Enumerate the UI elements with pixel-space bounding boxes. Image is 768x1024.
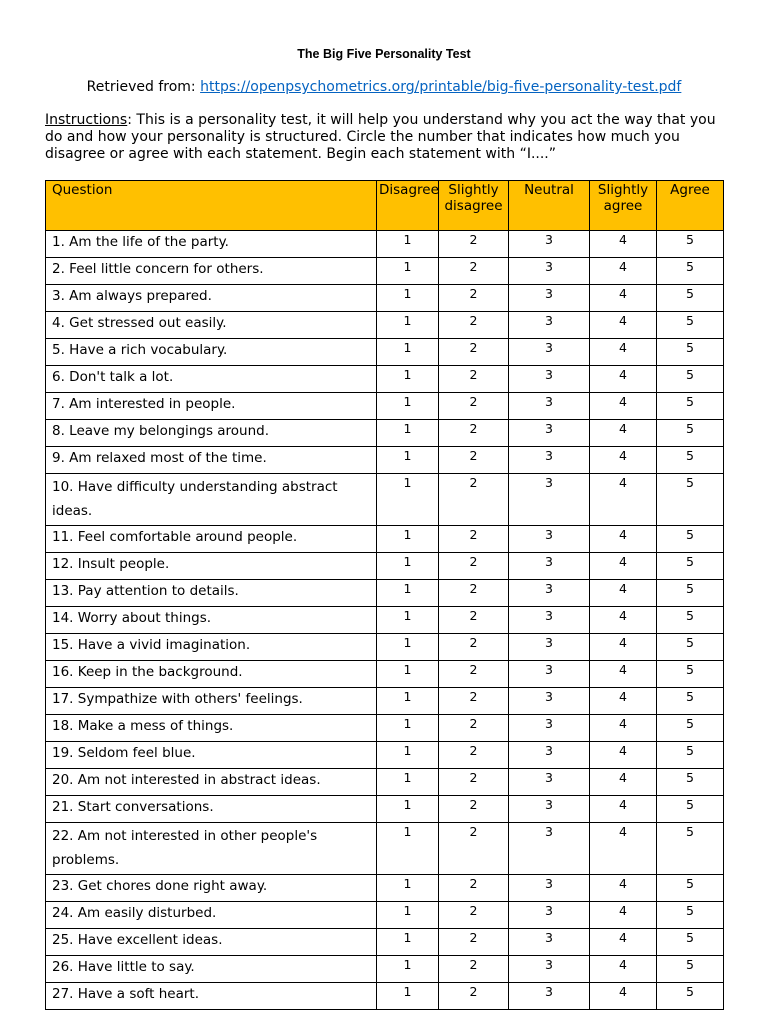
table-row <box>46 526 724 553</box>
rating-disagree-cell[interactable]: 1 <box>377 285 439 312</box>
table-row <box>46 312 724 339</box>
rating-agree-cell[interactable]: 5 <box>657 231 724 258</box>
rating-neutral-cell[interactable]: 3 <box>509 983 590 1010</box>
rating-disagree-cell[interactable]: 1 <box>377 258 439 285</box>
table-row <box>46 661 724 688</box>
rating-slightly-disagree-cell[interactable]: 2 <box>439 769 509 796</box>
table-row <box>46 258 724 285</box>
instructions-text: : This is a personality test, it will help you understand why you act the way that you do and how your personality is structured. Circle the number that indicates how much you disagree or agree with each statement. Begin each statement with “I....” <box>45 112 716 162</box>
rating-disagree-cell[interactable]: 1 <box>377 929 439 956</box>
personality-survey-table <box>45 180 724 1010</box>
header-neutral: Neutral <box>509 181 590 231</box>
rating-slightly-disagree-cell[interactable]: 2 <box>439 983 509 1010</box>
table-row <box>46 823 724 875</box>
rating-neutral-cell[interactable]: 3 <box>509 526 590 553</box>
rating-agree-cell[interactable]: 5 <box>657 580 724 607</box>
rating-slightly-agree-cell[interactable]: 4 <box>590 929 657 956</box>
table-row <box>46 715 724 742</box>
rating-slightly-agree-cell[interactable]: 4 <box>590 312 657 339</box>
rating-slightly-disagree-cell[interactable]: 2 <box>439 715 509 742</box>
rating-disagree-cell[interactable]: 1 <box>377 983 439 1010</box>
rating-slightly-agree-cell[interactable]: 4 <box>590 553 657 580</box>
rating-neutral-cell[interactable]: 3 <box>509 420 590 447</box>
rating-agree-cell[interactable]: 5 <box>657 393 724 420</box>
question-cell: 1. Am the life of the party. <box>46 231 377 258</box>
rating-slightly-disagree-cell[interactable]: 2 <box>439 312 509 339</box>
rating-disagree-cell[interactable]: 1 <box>377 231 439 258</box>
rating-slightly-disagree-cell[interactable]: 2 <box>439 956 509 983</box>
rating-agree-cell[interactable]: 5 <box>657 366 724 393</box>
question-cell: 16. Keep in the background. <box>46 661 377 688</box>
rating-slightly-disagree-cell[interactable]: 2 <box>439 580 509 607</box>
question-cell: 10. Have difficulty understanding abstract ideas. <box>46 474 377 526</box>
question-cell: 27. Have a soft heart. <box>46 983 377 1010</box>
question-cell: 9. Am relaxed most of the time. <box>46 447 377 474</box>
rating-disagree-cell[interactable]: 1 <box>377 474 439 526</box>
table-row <box>46 902 724 929</box>
table-row <box>46 983 724 1010</box>
question-cell: 14. Worry about things. <box>46 607 377 634</box>
rating-neutral-cell[interactable]: 3 <box>509 312 590 339</box>
header-agree: Agree <box>657 181 724 231</box>
rating-neutral-cell[interactable]: 3 <box>509 339 590 366</box>
rating-neutral-cell[interactable]: 3 <box>509 688 590 715</box>
rating-disagree-cell[interactable]: 1 <box>377 312 439 339</box>
rating-agree-cell[interactable]: 5 <box>657 769 724 796</box>
rating-neutral-cell[interactable]: 3 <box>509 366 590 393</box>
rating-disagree-cell[interactable]: 1 <box>377 956 439 983</box>
rating-slightly-disagree-cell[interactable]: 2 <box>439 823 509 875</box>
rating-disagree-cell[interactable]: 1 <box>377 526 439 553</box>
rating-agree-cell[interactable]: 5 <box>657 875 724 902</box>
rating-slightly-agree-cell[interactable]: 4 <box>590 688 657 715</box>
rating-neutral-cell[interactable]: 3 <box>509 474 590 526</box>
rating-slightly-agree-cell[interactable]: 4 <box>590 447 657 474</box>
rating-agree-cell[interactable]: 5 <box>657 339 724 366</box>
instructions-paragraph <box>45 112 735 163</box>
rating-slightly-disagree-cell[interactable]: 2 <box>439 902 509 929</box>
rating-slightly-agree-cell[interactable]: 4 <box>590 607 657 634</box>
rating-neutral-cell[interactable]: 3 <box>509 393 590 420</box>
rating-slightly-agree-cell[interactable]: 4 <box>590 634 657 661</box>
rating-slightly-disagree-cell[interactable]: 2 <box>439 526 509 553</box>
rating-disagree-cell[interactable]: 1 <box>377 688 439 715</box>
rating-slightly-disagree-cell[interactable]: 2 <box>439 393 509 420</box>
question-cell: 7. Am interested in people. <box>46 393 377 420</box>
rating-slightly-disagree-cell[interactable]: 2 <box>439 929 509 956</box>
question-cell: 3. Am always prepared. <box>46 285 377 312</box>
header-slightly-disagree: Slightly disagree <box>439 181 509 231</box>
table-row <box>46 339 724 366</box>
table-row <box>46 580 724 607</box>
rating-slightly-agree-cell[interactable]: 4 <box>590 339 657 366</box>
rating-neutral-cell[interactable]: 3 <box>509 231 590 258</box>
table-row <box>46 474 724 526</box>
rating-disagree-cell[interactable]: 1 <box>377 580 439 607</box>
question-cell: 24. Am easily disturbed. <box>46 902 377 929</box>
rating-agree-cell[interactable]: 5 <box>657 312 724 339</box>
rating-slightly-agree-cell[interactable]: 4 <box>590 823 657 875</box>
rating-agree-cell[interactable]: 5 <box>657 553 724 580</box>
question-cell: 19. Seldom feel blue. <box>46 742 377 769</box>
rating-slightly-agree-cell[interactable]: 4 <box>590 474 657 526</box>
rating-slightly-agree-cell[interactable]: 4 <box>590 258 657 285</box>
rating-slightly-agree-cell[interactable]: 4 <box>590 393 657 420</box>
table-row <box>46 956 724 983</box>
rating-agree-cell[interactable]: 5 <box>657 742 724 769</box>
table-row <box>46 393 724 420</box>
retrieved-label: Retrieved from: <box>86 79 201 95</box>
question-cell: 15. Have a vivid imagination. <box>46 634 377 661</box>
rating-disagree-cell[interactable]: 1 <box>377 823 439 875</box>
rating-agree-cell[interactable]: 5 <box>657 474 724 526</box>
rating-disagree-cell[interactable]: 1 <box>377 553 439 580</box>
rating-agree-cell[interactable]: 5 <box>657 796 724 823</box>
rating-agree-cell[interactable]: 5 <box>657 607 724 634</box>
rating-neutral-cell[interactable]: 3 <box>509 258 590 285</box>
rating-slightly-disagree-cell[interactable]: 2 <box>439 420 509 447</box>
header-question: Question <box>46 181 377 231</box>
rating-slightly-disagree-cell[interactable]: 2 <box>439 447 509 474</box>
rating-slightly-disagree-cell[interactable]: 2 <box>439 553 509 580</box>
table-row <box>46 607 724 634</box>
table-row <box>46 929 724 956</box>
rating-slightly-disagree-cell[interactable]: 2 <box>439 688 509 715</box>
table-row <box>46 769 724 796</box>
question-cell: 20. Am not interested in abstract ideas. <box>46 769 377 796</box>
rating-slightly-agree-cell[interactable]: 4 <box>590 769 657 796</box>
rating-neutral-cell[interactable]: 3 <box>509 634 590 661</box>
question-cell: 25. Have excellent ideas. <box>46 929 377 956</box>
question-cell: 26. Have little to say. <box>46 956 377 983</box>
rating-slightly-agree-cell[interactable]: 4 <box>590 661 657 688</box>
rating-disagree-cell[interactable]: 1 <box>377 661 439 688</box>
rating-neutral-cell[interactable]: 3 <box>509 661 590 688</box>
table-row <box>46 875 724 902</box>
rating-disagree-cell[interactable]: 1 <box>377 447 439 474</box>
rating-agree-cell[interactable]: 5 <box>657 983 724 1010</box>
rating-neutral-cell[interactable]: 3 <box>509 875 590 902</box>
rating-slightly-agree-cell[interactable]: 4 <box>590 983 657 1010</box>
rating-slightly-agree-cell[interactable]: 4 <box>590 285 657 312</box>
rating-slightly-disagree-cell[interactable]: 2 <box>439 875 509 902</box>
rating-agree-cell[interactable]: 5 <box>657 902 724 929</box>
rating-slightly-disagree-cell[interactable]: 2 <box>439 661 509 688</box>
rating-slightly-agree-cell[interactable]: 4 <box>590 231 657 258</box>
table-row <box>46 553 724 580</box>
question-cell: 12. Insult people. <box>46 553 377 580</box>
table-row <box>46 420 724 447</box>
question-cell: 21. Start conversations. <box>46 796 377 823</box>
table-row <box>46 285 724 312</box>
rating-neutral-cell[interactable]: 3 <box>509 580 590 607</box>
rating-neutral-cell[interactable]: 3 <box>509 553 590 580</box>
rating-neutral-cell[interactable]: 3 <box>509 742 590 769</box>
rating-agree-cell[interactable]: 5 <box>657 258 724 285</box>
rating-agree-cell[interactable]: 5 <box>657 661 724 688</box>
question-cell: 2. Feel little concern for others. <box>46 258 377 285</box>
rating-neutral-cell[interactable]: 3 <box>509 796 590 823</box>
rating-slightly-agree-cell[interactable]: 4 <box>590 715 657 742</box>
table-row <box>46 796 724 823</box>
retrieved-from-line <box>0 79 768 95</box>
rating-disagree-cell[interactable]: 1 <box>377 607 439 634</box>
rating-slightly-disagree-cell[interactable]: 2 <box>439 742 509 769</box>
rating-agree-cell[interactable]: 5 <box>657 715 724 742</box>
rating-slightly-disagree-cell[interactable]: 2 <box>439 258 509 285</box>
table-row <box>46 366 724 393</box>
rating-slightly-agree-cell[interactable]: 4 <box>590 875 657 902</box>
rating-disagree-cell[interactable]: 1 <box>377 715 439 742</box>
rating-disagree-cell[interactable]: 1 <box>377 420 439 447</box>
table-row <box>46 634 724 661</box>
rating-neutral-cell[interactable]: 3 <box>509 823 590 875</box>
question-cell: 8. Leave my belongings around. <box>46 420 377 447</box>
rating-agree-cell[interactable]: 5 <box>657 823 724 875</box>
rating-slightly-disagree-cell[interactable]: 2 <box>439 607 509 634</box>
table-row <box>46 742 724 769</box>
rating-neutral-cell[interactable]: 3 <box>509 607 590 634</box>
rating-slightly-agree-cell[interactable]: 4 <box>590 796 657 823</box>
rating-disagree-cell[interactable]: 1 <box>377 634 439 661</box>
rating-slightly-agree-cell[interactable]: 4 <box>590 902 657 929</box>
table-row <box>46 231 724 258</box>
document-title: The Big Five Personality Test <box>297 47 471 61</box>
rating-agree-cell[interactable]: 5 <box>657 447 724 474</box>
question-cell: 4. Get stressed out easily. <box>46 312 377 339</box>
rating-slightly-agree-cell[interactable]: 4 <box>590 580 657 607</box>
source-link[interactable]: https://openpsychometrics.org/printable/big-five-personality-test.pdf <box>200 79 682 95</box>
rating-disagree-cell[interactable]: 1 <box>377 796 439 823</box>
rating-disagree-cell[interactable]: 1 <box>377 902 439 929</box>
rating-disagree-cell[interactable]: 1 <box>377 393 439 420</box>
rating-disagree-cell[interactable]: 1 <box>377 742 439 769</box>
rating-slightly-disagree-cell[interactable]: 2 <box>439 285 509 312</box>
rating-agree-cell[interactable]: 5 <box>657 634 724 661</box>
table-header-row <box>46 181 724 231</box>
rating-agree-cell[interactable]: 5 <box>657 688 724 715</box>
question-cell: 5. Have a rich vocabulary. <box>46 339 377 366</box>
rating-slightly-agree-cell[interactable]: 4 <box>590 526 657 553</box>
table-row <box>46 447 724 474</box>
rating-disagree-cell[interactable]: 1 <box>377 875 439 902</box>
rating-neutral-cell[interactable]: 3 <box>509 929 590 956</box>
question-cell: 11. Feel comfortable around people. <box>46 526 377 553</box>
table-row <box>46 688 724 715</box>
question-cell: 23. Get chores done right away. <box>46 875 377 902</box>
rating-slightly-agree-cell[interactable]: 4 <box>590 742 657 769</box>
rating-slightly-disagree-cell[interactable]: 2 <box>439 339 509 366</box>
question-cell: 22. Am not interested in other people's problems. <box>46 823 377 875</box>
rating-agree-cell[interactable]: 5 <box>657 285 724 312</box>
rating-agree-cell[interactable]: 5 <box>657 526 724 553</box>
rating-slightly-disagree-cell[interactable]: 2 <box>439 796 509 823</box>
instructions-label: Instructions <box>45 112 128 128</box>
rating-neutral-cell[interactable]: 3 <box>509 285 590 312</box>
rating-agree-cell[interactable]: 5 <box>657 956 724 983</box>
rating-agree-cell[interactable]: 5 <box>657 420 724 447</box>
rating-slightly-disagree-cell[interactable]: 2 <box>439 474 509 526</box>
rating-disagree-cell[interactable]: 1 <box>377 339 439 366</box>
rating-slightly-agree-cell[interactable]: 4 <box>590 956 657 983</box>
rating-agree-cell[interactable]: 5 <box>657 929 724 956</box>
rating-disagree-cell[interactable]: 1 <box>377 769 439 796</box>
rating-neutral-cell[interactable]: 3 <box>509 715 590 742</box>
rating-slightly-agree-cell[interactable]: 4 <box>590 366 657 393</box>
rating-slightly-disagree-cell[interactable]: 2 <box>439 634 509 661</box>
rating-slightly-disagree-cell[interactable]: 2 <box>439 366 509 393</box>
question-cell: 13. Pay attention to details. <box>46 580 377 607</box>
question-cell: 17. Sympathize with others' feelings. <box>46 688 377 715</box>
header-slightly-agree: Slightly agree <box>590 181 657 231</box>
rating-slightly-disagree-cell[interactable]: 2 <box>439 231 509 258</box>
question-cell: 6. Don't talk a lot. <box>46 366 377 393</box>
rating-neutral-cell[interactable]: 3 <box>509 769 590 796</box>
rating-neutral-cell[interactable]: 3 <box>509 956 590 983</box>
rating-disagree-cell[interactable]: 1 <box>377 366 439 393</box>
rating-neutral-cell[interactable]: 3 <box>509 447 590 474</box>
rating-slightly-agree-cell[interactable]: 4 <box>590 420 657 447</box>
header-disagree: Disagree <box>377 181 439 231</box>
question-cell: 18. Make a mess of things. <box>46 715 377 742</box>
rating-neutral-cell[interactable]: 3 <box>509 902 590 929</box>
